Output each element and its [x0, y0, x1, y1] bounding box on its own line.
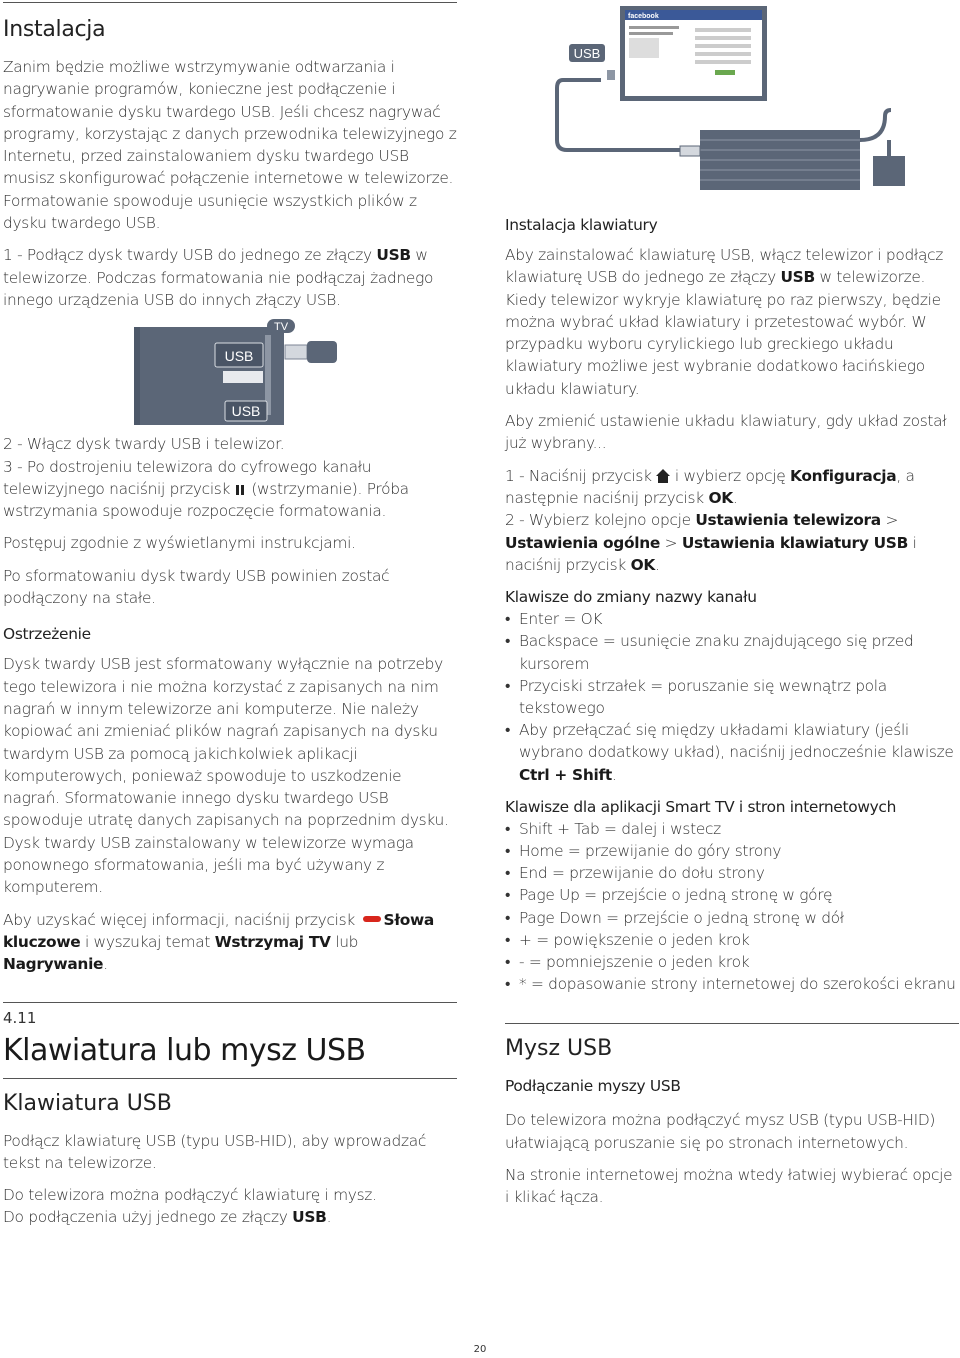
list-item: • Przyciski strzałek = poruszanie się wewnątrz pola tekstowego [505, 675, 959, 719]
change-layout: Aby zmienić ustawienie układu klawiatury, gdy układ został już wybrany... [505, 412, 947, 453]
mouse-title: Mysz USB [505, 1036, 613, 1062]
step-2: 2 - Włącz dysk twardy USB i telewizor. [3, 435, 285, 454]
chapter-title: Klawiatura lub mysz USB [3, 1032, 366, 1068]
red-key-icon [363, 916, 381, 922]
list-item: • Aby przełączać się między układami klawiatury (jeśli wybrano dodatkowy układ), naciśnij jednocześnie klawisze Ctrl + Shift. [505, 719, 959, 786]
mouse-subtitle: Podłączanie myszy USB [505, 1077, 681, 1096]
change-step-1: 1 - Naciśnij przycisk i wybierz opcję Konfiguracja, a następnie naciśnij przycisk OK. [505, 466, 915, 507]
keyboard-rule [3, 1078, 457, 1079]
smart-keys-list [505, 818, 959, 996]
list-item: • Home = przewijanie do góry strony [505, 840, 959, 862]
step-1: 1 - Podłącz dysk twardy USB do jednego ze złączy USB w telewizorze. Podczas formatowania nie podłączaj żadnego innego urządzenia USB do innych złączy USB. [3, 246, 434, 309]
smart-keys-title: Klawisze dla aplikacji Smart TV i stron internetowych [505, 797, 897, 816]
home-icon [656, 469, 670, 483]
keyboard-p1: Podłącz klawiaturę USB (typu USB-HID), aby wprowadzać tekst na telewizorze. [3, 1131, 427, 1172]
list-item: • Backspace = usunięcie znaku znajdującego się przed kursorem [505, 630, 959, 674]
list-item: • Enter = OK [505, 608, 959, 630]
list-item: • Page Up = przejście o jedną stronę w górę [505, 884, 959, 906]
page-number: 20 [473, 1344, 487, 1355]
mouse-p2: Na stronie internetowej można wtedy łatwiej wybierać opcje i klikać łącza. [505, 1166, 953, 1207]
usb-port-label-top: USB [224, 348, 254, 365]
section-title-installation: Instalacja [3, 17, 106, 42]
right-column [505, 0, 959, 1219]
rename-keys-list [505, 608, 959, 786]
keyboard-title: Klawiatura USB [3, 1090, 172, 1116]
tv-badge: TV [273, 321, 289, 334]
after-format: Po sformatowaniu dysk twardy USB powinien zostać podłączony na stałe. [3, 566, 390, 608]
list-item: • Shift + Tab = dalej i wstecz [505, 818, 959, 840]
step-3: 3 - Po dostrojeniu telewizora do cyfrowego kanału telewizyjnego naciśnij przycisk (wstrzymanie). Próba wstrzymania spowoduje rozpoczęcie formatowania. [3, 457, 409, 521]
list-item: • Page Down = przejście o jedną stronę w dół [505, 907, 959, 929]
follow-instructions: Postępuj zgodnie z wyświetlanymi instrukcjami. [3, 534, 356, 553]
list-item: • * = dopasowanie strony internetowej do szerokości ekranu [505, 973, 959, 995]
chapter-number: 4.11 [3, 1008, 37, 1027]
tv-keyboard-illustration [505, 0, 959, 200]
pause-icon [236, 479, 246, 490]
tv-usb-illustration [3, 317, 457, 429]
list-item: • + = powiększenie o jeden krok [505, 929, 959, 951]
install-keyboard-title: Instalacja klawiatury [505, 216, 658, 234]
facebook-logo: facebook [628, 13, 659, 20]
change-step-2: 2 - Wybierz kolejno opcje Ustawienia telewizora > Ustawienia ogólne > Ustawienia klawiatury USB i naciśnij przycisk OK. [505, 511, 917, 574]
intro-paragraph: Zanim będzie możliwe wstrzymywanie odtwarzania i nagrywanie programów, konieczne jest podłączenie i sformatowanie dysku twardego USB. Jeśli chcesz nagrywać programy, korzystając z danych przewodnika telewizyjnego z Internetu, przed zainstalowaniem dysku twardego USB musisz skonfigurować połączenie internetowe w telewizorze. Formatowanie spowoduje usunięcie wszystkich plików z dysku twardego USB. [3, 58, 457, 233]
list-item: • - = pomniejszenie o jeden krok [505, 951, 959, 973]
keyboard-p2: Do telewizora można podłączyć klawiaturę i mysz. Do podłączenia użyj jednego ze złączy USB. [3, 1186, 377, 1227]
warning-text: Dysk twardy USB jest sformatowany wyłącznie na potrzeby tego telewizora i nie można korzystać z zapisanych na nim nagrań w innym telewizorze ani komputerze. Nie należy kopiować ani zmieniać plików nagrań zapisanych na dysku twardym USB za pomocą jakichkolwiek aplikacji komputerowych, ponieważ spowoduje to uszkodzenie nagrań. Sformatowanie innego dysku twardego USB spowoduje utratę danych zapisanych na poprzednim dysku. Dysk twardy USB zainstalowany w telewizorze wymaga ponownego sformatowania, jeśli ma być używany z komputerem. [3, 655, 449, 897]
more-info: Aby uzyskać więcej informacji, naciśnij przycisk Słowa kluczowe i wyszukaj temat Wstrzymaj TV lub Nagrywanie. [3, 910, 435, 974]
top-rule-left [3, 2, 457, 3]
warning-title: Ostrzeżenie [3, 625, 91, 644]
list-item: • End = przewijanie do dołu strony [505, 862, 959, 884]
usb-label: USB [573, 46, 601, 61]
left-column [3, 0, 457, 1239]
usb-port-label-bottom: USB [231, 403, 261, 420]
chapter-rule [3, 1002, 457, 1003]
mouse-rule [505, 1023, 959, 1024]
rename-keys-title: Klawisze do zmiany nazwy kanału [505, 588, 757, 607]
mouse-p1: Do telewizora można podłączyć mysz USB (typu USB-HID) ułatwiającą poruszanie się po stronach internetowych. [505, 1111, 936, 1152]
install-keyboard-text: Aby zainstalować klawiaturę USB, włącz telewizor i podłącz klawiaturę USB do jednego ze złączy USB w telewizorze. Kiedy telewizor wykryje klawiaturę po raz pierwszy, będzie można wybrać układ klawiatury i przetestować wybór. W przypadku wyboru cyrylickiego lub greckiego układu klawiatury możliwe jest wybranie dodatkowo łacińskiego układu klawiatury. [505, 246, 944, 398]
